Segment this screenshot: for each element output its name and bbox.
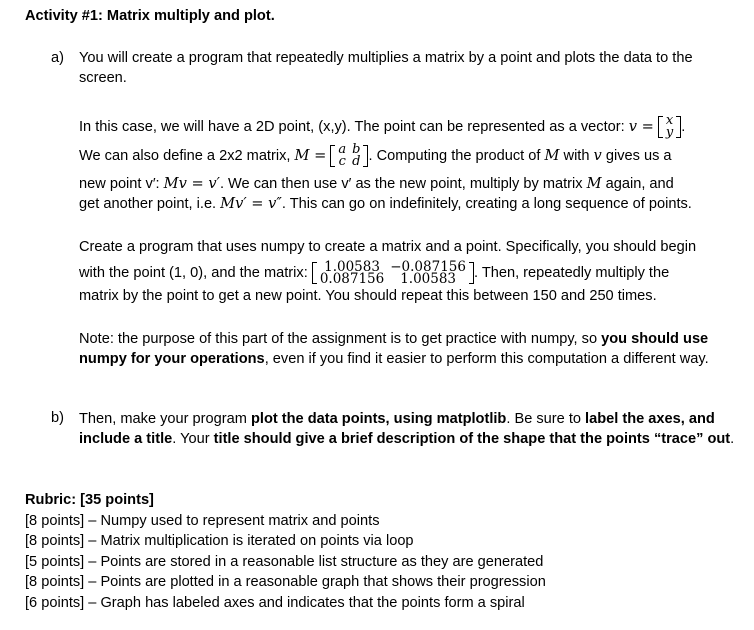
newpoint-line <box>79 174 739 194</box>
mvprime-eq: Mv′ = v″ <box>220 195 282 212</box>
rubric-item: [5 points] – Points are stored in a reasonable list structure as they are generated <box>25 553 544 570</box>
part-b-t3: . Your <box>172 431 214 447</box>
newpoint-m: M <box>586 175 602 192</box>
product-text-1: . Computing the product of <box>368 148 545 164</box>
sequence-text: get another point, i.e. <box>79 196 221 212</box>
note-bold: you should use numpy for your operations <box>79 331 709 367</box>
matrix-abcd <box>330 144 368 168</box>
matrix-text: We can also define a 2x2 matrix, <box>79 148 295 164</box>
matrix-m12: −0.087156 <box>390 259 466 276</box>
numpy-line-2-text: with the point (1, 0), and the matrix: <box>79 265 312 281</box>
m-equals: M = <box>294 147 327 164</box>
product-text-3: gives us a <box>601 148 672 164</box>
matrix-d: d <box>352 154 361 170</box>
rotation-matrix <box>312 259 474 288</box>
part-b-t2: . Be sure to <box>506 411 586 427</box>
part-a-note <box>79 329 739 369</box>
matrix-m21: 0.087156 <box>319 271 385 288</box>
part-b-letter: b) <box>51 410 64 426</box>
rubric <box>25 490 546 613</box>
vector-y: y <box>665 125 674 141</box>
matrix-m11: 1.00583 <box>324 259 380 276</box>
sequence-line <box>79 194 739 214</box>
newpoint-mid: . We can then use v′ as the new point, multiply by matrix <box>219 176 587 192</box>
numpy-line-1: Create a program that uses numpy to create a matrix and a point. Specifically, you should begin <box>79 239 697 255</box>
mv-eq: Mv = v′ <box>163 175 220 192</box>
newpoint-text: new point v′: <box>79 176 164 192</box>
part-a-intro: You will create a program that repeatedly multiplies a matrix by a point and plots the data to the screen. <box>79 50 693 86</box>
rubric-item: [8 points] – Numpy used to represent matrix and points <box>25 512 380 529</box>
part-a-letter: a) <box>51 50 64 66</box>
part-b-b1: plot the data points, using matplotlib <box>250 411 507 427</box>
part-a-matrix-line <box>79 143 739 169</box>
vector-xy <box>658 115 681 139</box>
part-b-t1: Then, make your program <box>79 411 251 427</box>
matrix-c: c <box>338 154 346 170</box>
matrix-a: a <box>338 142 347 158</box>
rubric-item: [8 points] – Matrix multiplication is iterated on points via loop <box>25 533 414 549</box>
part-a-numpy-paragraph <box>79 235 739 306</box>
rubric-title: Rubric: [35 points] <box>25 492 154 508</box>
v-equals: v = <box>628 118 654 135</box>
product-v: v <box>593 147 602 164</box>
rubric-item: [8 points] – Points are plotted in a reasonable graph that shows their progression <box>25 574 546 590</box>
product-m: M <box>544 147 560 164</box>
vector-x: x <box>665 113 674 129</box>
part-b-paragraph <box>79 409 739 449</box>
matrix-b: b <box>352 142 361 158</box>
part-b-t4: . <box>730 431 735 447</box>
numpy-line-2 <box>79 260 739 286</box>
newpoint-post: again, and <box>601 176 674 192</box>
part-b-b2: label the axes, and include a title <box>79 411 715 447</box>
activity-title: Activity #1: Matrix multiply and plot. <box>25 8 275 24</box>
vector-line: In this case, we will have a 2D point, (x,y). The point can be represented as a vector: v = x y . <box>79 113 686 141</box>
part-a-newpoint-lines <box>79 174 739 214</box>
note-text-pre: Note: the purpose of this part of the assignment is to get practice with numpy, so <box>79 331 602 347</box>
vector-text: In this case, we will have a 2D point, (x,y). The point can be represented as a vector: <box>79 119 629 135</box>
numpy-line-2-post: . Then, repeatedly multiply the <box>473 265 670 281</box>
part-a-vector-paragraph <box>79 110 739 144</box>
numpy-line-3: matrix by the point to get a new point. You should repeat this between 150 and 250 times. <box>79 288 657 304</box>
product-text-2: with <box>559 148 594 164</box>
rubric-item: [6 points] – Graph has labeled axes and indicates that the points form a spiral <box>25 594 525 611</box>
note-text-post: , even if you find it easier to perform this computation a different way. <box>264 351 709 367</box>
part-b-b3: title should give a brief description of the shape that the points “trace” out <box>213 431 731 447</box>
matrix-m22: 1.00583 <box>400 271 457 288</box>
sequence-post: . This can go on indefinitely, creating a long sequence of points. <box>281 196 692 212</box>
